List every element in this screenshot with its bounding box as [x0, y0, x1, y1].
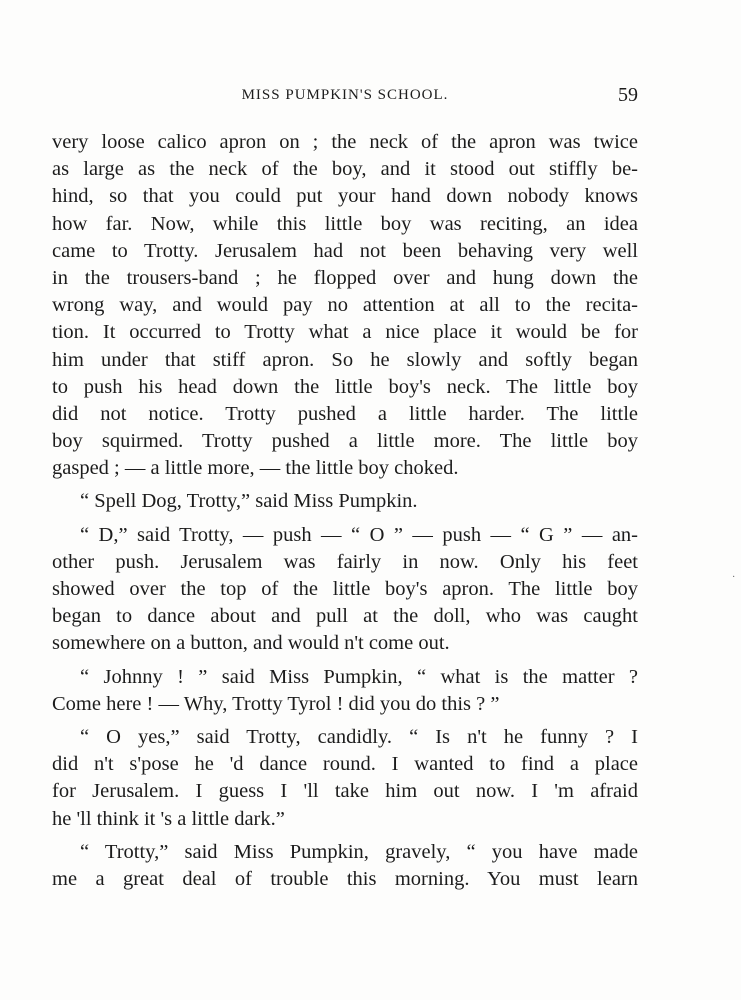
text-line: boy squirmed. Trotty pushed a little more. The little boy — [52, 430, 638, 453]
running-title: MISS PUMPKIN'S SCHOOL. — [241, 87, 449, 103]
text-line: “ Johnny ! ” said Miss Pumpkin, “ what is the matter ? — [80, 665, 638, 688]
text-line: did n't s'pose he 'd dance round. I wanted to find a place — [52, 753, 638, 776]
paragraph — [52, 839, 638, 893]
text-line: “ Spell Dog, Trotty,” said Miss Pumpkin. — [80, 490, 418, 513]
body-text — [52, 129, 638, 893]
text-line: “ Trotty,” said Miss Pumpkin, gravely, “ you have made — [80, 840, 638, 863]
text-line: him under that stiff apron. So he slowly and softly began — [52, 348, 638, 371]
text-line: began to dance about and pull at the doll, who was caught — [52, 605, 638, 628]
text-line: as large as the neck of the boy, and it stood out stiffly be- — [52, 158, 638, 181]
text-line: other push. Jerusalem was fairly in now. Only his feet — [52, 550, 638, 573]
text-line: somewhere on a button, and would n't come out. — [52, 632, 450, 655]
text-line: hind, so that you could put your hand down nobody knows — [52, 185, 638, 208]
paragraph — [52, 664, 638, 718]
paragraph — [52, 724, 638, 833]
text-line: how far. Now, while this little boy was reciting, an idea — [52, 212, 638, 235]
text-line: showed over the top of the little boy's apron. The little boy — [52, 578, 638, 600]
text-line: in the trousers-band ; he flopped over and hung down the — [52, 266, 638, 289]
text-line: “ D,” said Trotty, — push — “ O ” — push — “ G ” — an- — [80, 523, 638, 546]
text-line: to push his head down the little boy's neck. The little boy — [52, 375, 638, 398]
text-line: wrong way, and would pay no attention at all to the recita- — [52, 294, 638, 317]
text-line: Come here ! — Why, Trotty Tyrol ! did you do this ? ” — [52, 692, 500, 715]
paragraph — [52, 522, 638, 658]
paragraph — [52, 129, 638, 482]
text-line: gasped ; — a little more, — the little boy choked. — [52, 457, 459, 480]
text-line: did not notice. Trotty pushed a little harder. The little — [52, 402, 638, 425]
page-number: 59 — [618, 84, 638, 106]
scan-speck: · — [732, 572, 736, 583]
text-line: very loose calico apron on ; the neck of the apron was twice — [52, 131, 638, 153]
paragraph — [52, 488, 638, 515]
running-head — [52, 84, 638, 108]
text-line: came to Trotty. Jerusalem had not been behaving very well — [52, 239, 638, 262]
text-line: he 'll think it 's a little dark.” — [52, 807, 285, 830]
text-line: me a great deal of trouble this morning. You must learn — [52, 867, 638, 890]
text-line: for Jerusalem. I guess I 'll take him out now. I 'm afraid — [52, 780, 638, 803]
text-line: “ O yes,” said Trotty, candidly. “ Is n't he funny ? I — [80, 725, 638, 748]
text-line: tion. It occurred to Trotty what a nice place it would be for — [52, 321, 638, 344]
